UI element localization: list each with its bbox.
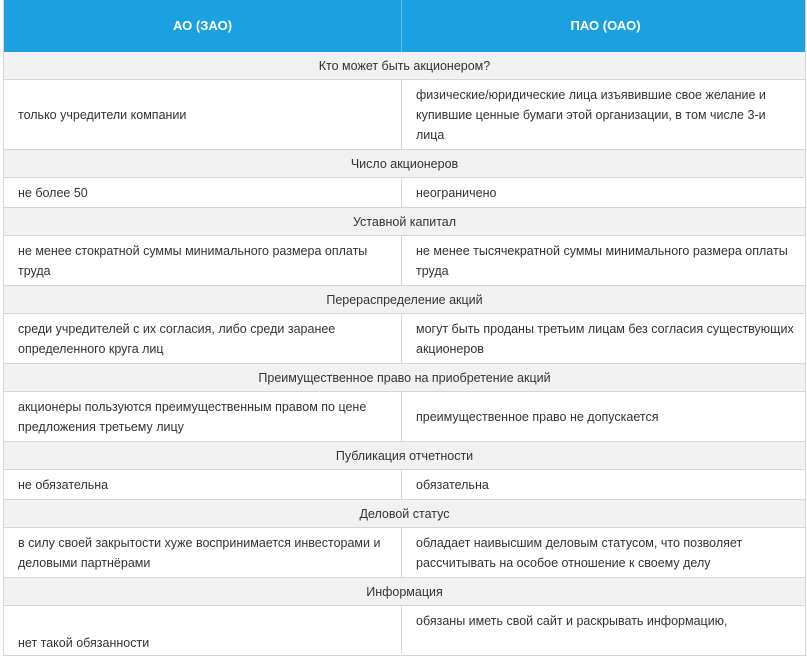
section-row [4,52,805,80]
section-row [4,442,805,470]
pao-cell: обязаны иметь свой сайт и раскрывать информацию, [416,614,728,628]
section-title: Кто может быть акционером? [4,52,805,79]
section-title: Деловой статус [4,500,805,527]
section-row [4,578,805,606]
pao-cell: физические/юридические лица изъявившие свое желание и купившие ценные бумаги этой организации, в том числе 3-и лица [416,87,766,142]
table-row [4,314,805,364]
table-header [4,0,805,52]
table-row [4,528,805,578]
section-title: Перераспределение акций [4,286,805,313]
table-row [4,236,805,286]
comparison-table [3,0,806,656]
pao-cell: обязательна [416,477,489,492]
pao-cell: могут быть проданы третьим лицам без согласия существующих акционеров [416,321,794,356]
section-title: Число акционеров [4,150,805,177]
ao-cell: среди учредителей с их согласия, либо среди заранее определенного круга лиц [4,314,402,363]
pao-cell: преимущественное право не допускается [416,409,659,424]
header-pao: ПАО (ОАО) [570,18,641,33]
section-row [4,208,805,236]
section-row [4,500,805,528]
ao-cell: только учредители компании [4,80,402,149]
section-title: Преимущественное право на приобретение акций [4,364,805,391]
table-row [4,470,805,500]
ao-cell: не обязательна [4,470,402,499]
ao-cell: нет такой обязанности [4,606,402,653]
ao-cell: акционеры пользуются преимущественным правом по цене предложения третьему лицу [4,392,402,441]
pao-cell: обладает наивысшим деловым статусом, что позволяет рассчитывать на особое отношение к своему делу [416,535,743,570]
section-row [4,364,805,392]
table-row [4,392,805,442]
header-ao: АО (ЗАО) [4,0,402,52]
pao-cell: неограничено [416,185,497,200]
ao-cell: не более 50 [4,178,402,207]
pao-cell: не менее тысячекратной суммы минимального размера оплаты труда [416,243,788,278]
table-row [4,606,805,656]
ao-cell: в силу своей закрытости хуже воспринимается инвесторами и деловыми партнёрами [4,528,402,577]
table-row [4,80,805,150]
ao-cell: не менее стократной суммы минимального размера оплаты труда [4,236,402,285]
section-title: Уставной капитал [4,208,805,235]
section-title: Информация [4,578,805,605]
section-title: Публикация отчетности [4,442,805,469]
section-row [4,150,805,178]
section-row [4,286,805,314]
table-row [4,178,805,208]
